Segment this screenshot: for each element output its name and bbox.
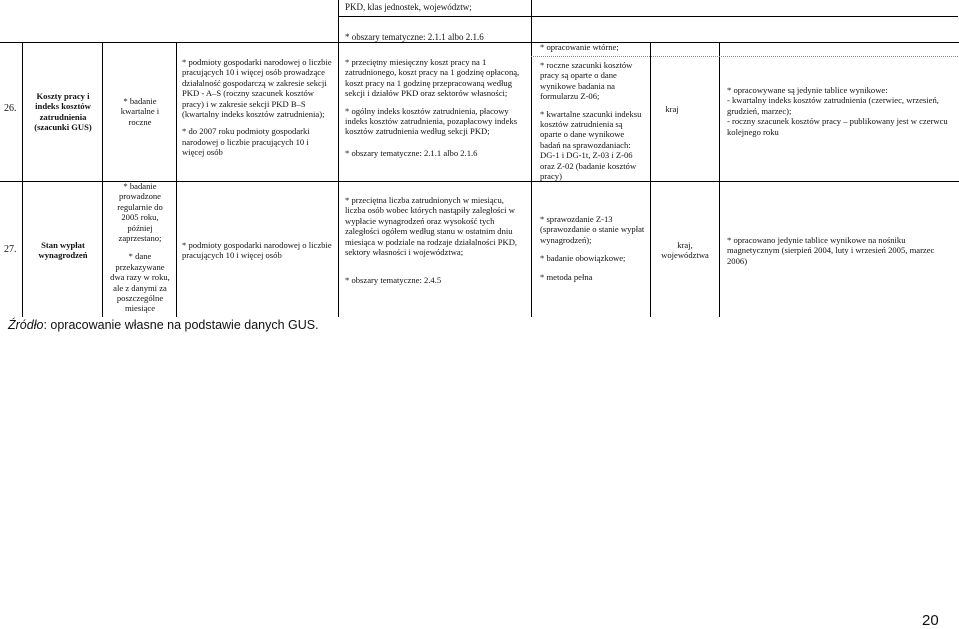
variables-item: * przeciętna liczba zatrudnionych w miesiącu, liczba osób wobec których nastąpiły zaległości w wypłacie wynagrodzeń oraz wysokość tych zaległości ogółem według stanu w ostatnim dniu miesiąca w podziale na rodzaje działalności PKD, sektory własności i województwa; (345, 195, 518, 258)
publication-item: * opracowywane są jedynie tablice wynikowe: (727, 85, 888, 95)
col-line-2 (102, 42, 103, 317)
publication-item: * opracowano jedynie tablice wynikowe na nośniku magnetycznym (sierpień 2004, luty i wrzesień 2005, marzec 2006) (727, 235, 935, 266)
row-27-number: 27. (4, 244, 17, 255)
variables-item: * przeciętny miesięczny koszt pracy na 1 zatrudnionego, koszt pracy na 1 godzinę opłaconą, koszt pracy na 1 godzinę przepracowaną według sekcji i działów PKD oraz sektorów własności; (345, 57, 520, 99)
method-item: * metoda pełna (540, 271, 593, 282)
col-line-7 (719, 42, 720, 317)
variables-item: * obszary tematyczne: 2.4.5 (345, 275, 442, 286)
method-item: * kwartalne szacunki indeksu kosztów zatrudnienia są oparte o dane wynikowe badań na sprawozdaniach: DG-1 i DG-1t, Z-03 i Z-06 oraz Z-02 (badanie kosztów pracy) (540, 108, 642, 182)
variables-item: * ogólny indeks kosztów zatrudnienia, płacowy indeks kosztów zatrudnienia, pozapłacowy indeks kosztów zatrudnienia według sekcji PKD; (345, 105, 518, 137)
row-27-type (108, 181, 172, 314)
publication-item: - roczny szacunek kosztów pracy – publikowany jest w czerwcu kolejnego roku (727, 116, 948, 137)
population-item: * podmioty gospodarki narodowej o liczbie pracujących 10 i więcej osób (182, 240, 332, 261)
variables-item: * obszary tematyczne: 2.1.1 albo 2.1.6 (345, 147, 478, 158)
method-item: * sprawozdanie Z-13 (sprawozdanie o stanie wypłat wynagrodzeń); (540, 214, 645, 245)
obszary-line-top: * obszary tematyczne: 2.1.1 albo 2.1.6 (345, 32, 484, 42)
population-item: * podmioty gospodarki narodowej o liczbie pracujących 10 i więcej osób prowadzące działalność gospodarczą w zakresie sekcji PKD - A–S (roczny szacunek kosztów pracy) i w zakresie sekcji PKD B–S (kwartalny indeks kosztów zatrudnienia); (182, 57, 332, 120)
type-item: * dane przekazywane dwa razy w roku, ale z danymi za poszczególne miesiące (110, 251, 170, 314)
row-27-variables (345, 195, 525, 293)
col-line-5 (531, 0, 532, 317)
row-26-publication (727, 85, 952, 137)
row-26-number: 26. (4, 103, 17, 114)
col-line-1 (22, 42, 23, 317)
col-line-4 (338, 0, 339, 317)
source-note (8, 318, 319, 332)
row-26-variables (345, 57, 525, 165)
top-rule (338, 16, 958, 17)
row-27-name: Stan wypłat wynagrodzeń (38, 240, 88, 261)
type-item: * badanie prowadzone regularnie do 2005 roku, później zaprzestano; (117, 181, 163, 244)
publication-item: - kwartalny indeks kosztów zatrudnienia (czerwiec, wrzesień, grudzień, marzec); (727, 95, 939, 116)
row-26-name: Koszty pracy i indeks kosztów zatrudnienia (szacunki GUS) (34, 91, 92, 133)
source-text: : opracowanie własne na podstawie danych GUS. (43, 318, 319, 332)
row-top-rule (0, 42, 959, 43)
row-26-method-header: * opracowanie wtórne; (540, 42, 619, 52)
method-item: * roczne szacunki kosztów pracy są oparte o dane wynikowe badania na formularzu Z-06; (540, 60, 633, 102)
row-27-population (182, 240, 332, 268)
row-27-publication (727, 235, 952, 273)
row-26-type: * badanie kwartalne i roczne (120, 96, 160, 127)
row-27-level: kraj, województwa (661, 240, 709, 261)
row-26-level: kraj (665, 104, 679, 114)
page-number: 20 (922, 612, 939, 629)
continued-text: PKD, klas jednostek, województw; (345, 2, 472, 12)
row-26-method (540, 60, 646, 188)
col-line-3 (176, 42, 177, 317)
method-item: * badanie obowiązkowe; (540, 253, 626, 264)
row-27-method (540, 214, 646, 289)
col-line-6 (650, 42, 651, 317)
population-item: * do 2007 roku podmioty gospodarki narodowej o liczbie pracujących 10 i więcej osób (182, 126, 310, 158)
source-label: Źródło (8, 318, 44, 332)
row-26-population (182, 57, 332, 165)
row-26-method-separator (531, 56, 958, 57)
